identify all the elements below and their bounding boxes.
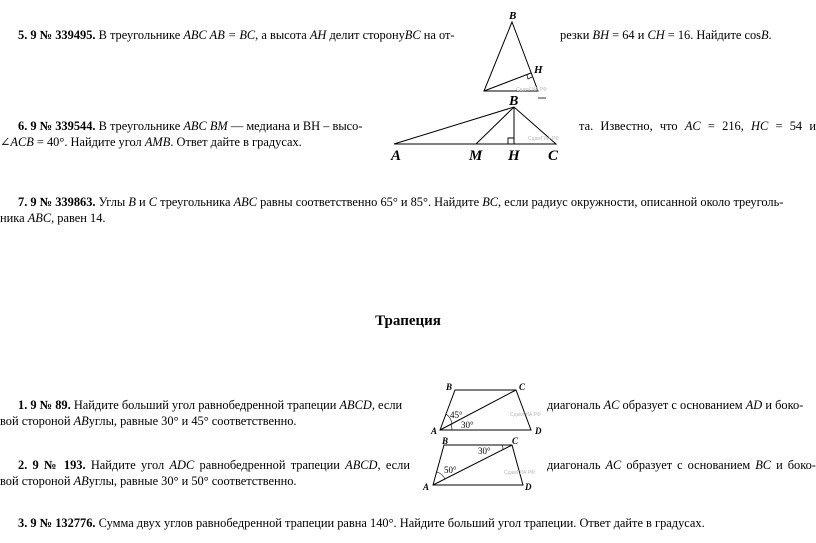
angle-label-1: 30° bbox=[478, 446, 491, 456]
label-c: C bbox=[548, 148, 559, 164]
label-d: D bbox=[535, 426, 542, 436]
problem-7-line-2: ника ABC, равен 14. bbox=[0, 211, 106, 225]
trap-problem-1-line-2: вой стороной ABуглы, равные 30° и 45° соответственно. bbox=[0, 414, 297, 428]
label-a: A bbox=[391, 148, 402, 164]
problem-number: 7. 9 № 339863. bbox=[18, 195, 96, 209]
label-h: H bbox=[534, 64, 543, 76]
problem-7-line-1: 7. 9 № 339863. Углы B и C треугольника ABC равны соответственно 65° и 85°. Найдите BC, если радиус окружности, описанной около треуголь- bbox=[18, 195, 784, 209]
problem-6-line-1: 6. 9 № 339544. В треугольнике ABC BM — медиана и BH – высо- bbox=[18, 119, 363, 133]
angle-label-1: 45° bbox=[450, 410, 463, 420]
label-a: A bbox=[431, 426, 438, 436]
right-angle-mark bbox=[527, 75, 532, 79]
label-c: C bbox=[512, 436, 519, 446]
angle-label-2: 30° bbox=[461, 420, 474, 430]
problem-number: 3. 9 № 132776. bbox=[18, 516, 96, 530]
trap-problem-2-line-2: вой стороной ABуглы, равные 30° и 50° соответственно. bbox=[0, 474, 297, 488]
right-angle-mark bbox=[508, 138, 514, 144]
label-d: D bbox=[525, 482, 532, 492]
figure-triangle-bh bbox=[476, 5, 556, 100]
label-b: B bbox=[446, 382, 453, 392]
watermark: СдамГИА.РФ bbox=[504, 470, 535, 476]
trap-problem-3-line-1: 3. 9 № 132776. Сумма двух углов равнобедренной трапеции равна 140°. Найдите больший угол трапеции. Ответ дайте в градусах. bbox=[18, 516, 705, 530]
trap-problem-1-line-1-cont: диагональ AC образует с основанием AD и боко- bbox=[547, 398, 804, 412]
problem-5-line-1: 5. 9 № 339495. В треугольнике ABC AB = BC, а высота AH делит сторонуBC на от- bbox=[18, 28, 455, 42]
figure-triangle-median bbox=[388, 92, 578, 162]
problem-5-line-1-cont: резки BH = 64 и CH = 16. Найдите cosB. bbox=[560, 28, 772, 42]
label-m: M bbox=[469, 148, 483, 164]
figure-trapezoid-2 bbox=[422, 432, 537, 494]
label-b: B bbox=[509, 10, 517, 22]
angle-label-2: 50° bbox=[444, 465, 457, 475]
watermark: СдамГИА.РФ bbox=[510, 412, 541, 418]
trap-problem-1-line-1: 1. 9 № 89. Найдите больший угол равнобедренной трапеции ABCD, если bbox=[18, 398, 403, 412]
problem-number: 1. 9 № 89. bbox=[18, 398, 71, 412]
section-title: Трапеция bbox=[375, 313, 441, 329]
label-b: B bbox=[509, 94, 519, 109]
angle-arc-2 bbox=[451, 425, 452, 430]
figure-trapezoid-1 bbox=[430, 380, 545, 440]
label-b: B bbox=[442, 436, 449, 446]
problem-number: 5. 9 № 339495. bbox=[18, 28, 96, 42]
watermark: СдамГИА.РФ bbox=[516, 87, 547, 93]
problem-number: 6. 9 № 339544. bbox=[18, 119, 96, 133]
problem-6-line-2: ∠ACB = 40°. Найдите угол AMB. Ответ дайте в градусах. bbox=[0, 135, 302, 149]
problem-number: 2. 9 № 193. bbox=[18, 458, 86, 472]
trap-problem-2-line-1: 2. 9 № 193. Найдите угол ADC равнобедренной трапеции ABCD, если bbox=[18, 458, 410, 472]
trap-problem-2-line-1-cont: диагональ AC образует с основанием BC и боко- bbox=[547, 458, 816, 472]
problem-6-line-1-cont: та. Известно, что AC = 216, HC = 54 и bbox=[579, 119, 816, 133]
watermark: СдамГИА.РФ bbox=[528, 136, 559, 142]
label-a: A bbox=[423, 482, 430, 492]
label-h: H bbox=[508, 148, 520, 164]
label-c: C bbox=[519, 382, 526, 392]
